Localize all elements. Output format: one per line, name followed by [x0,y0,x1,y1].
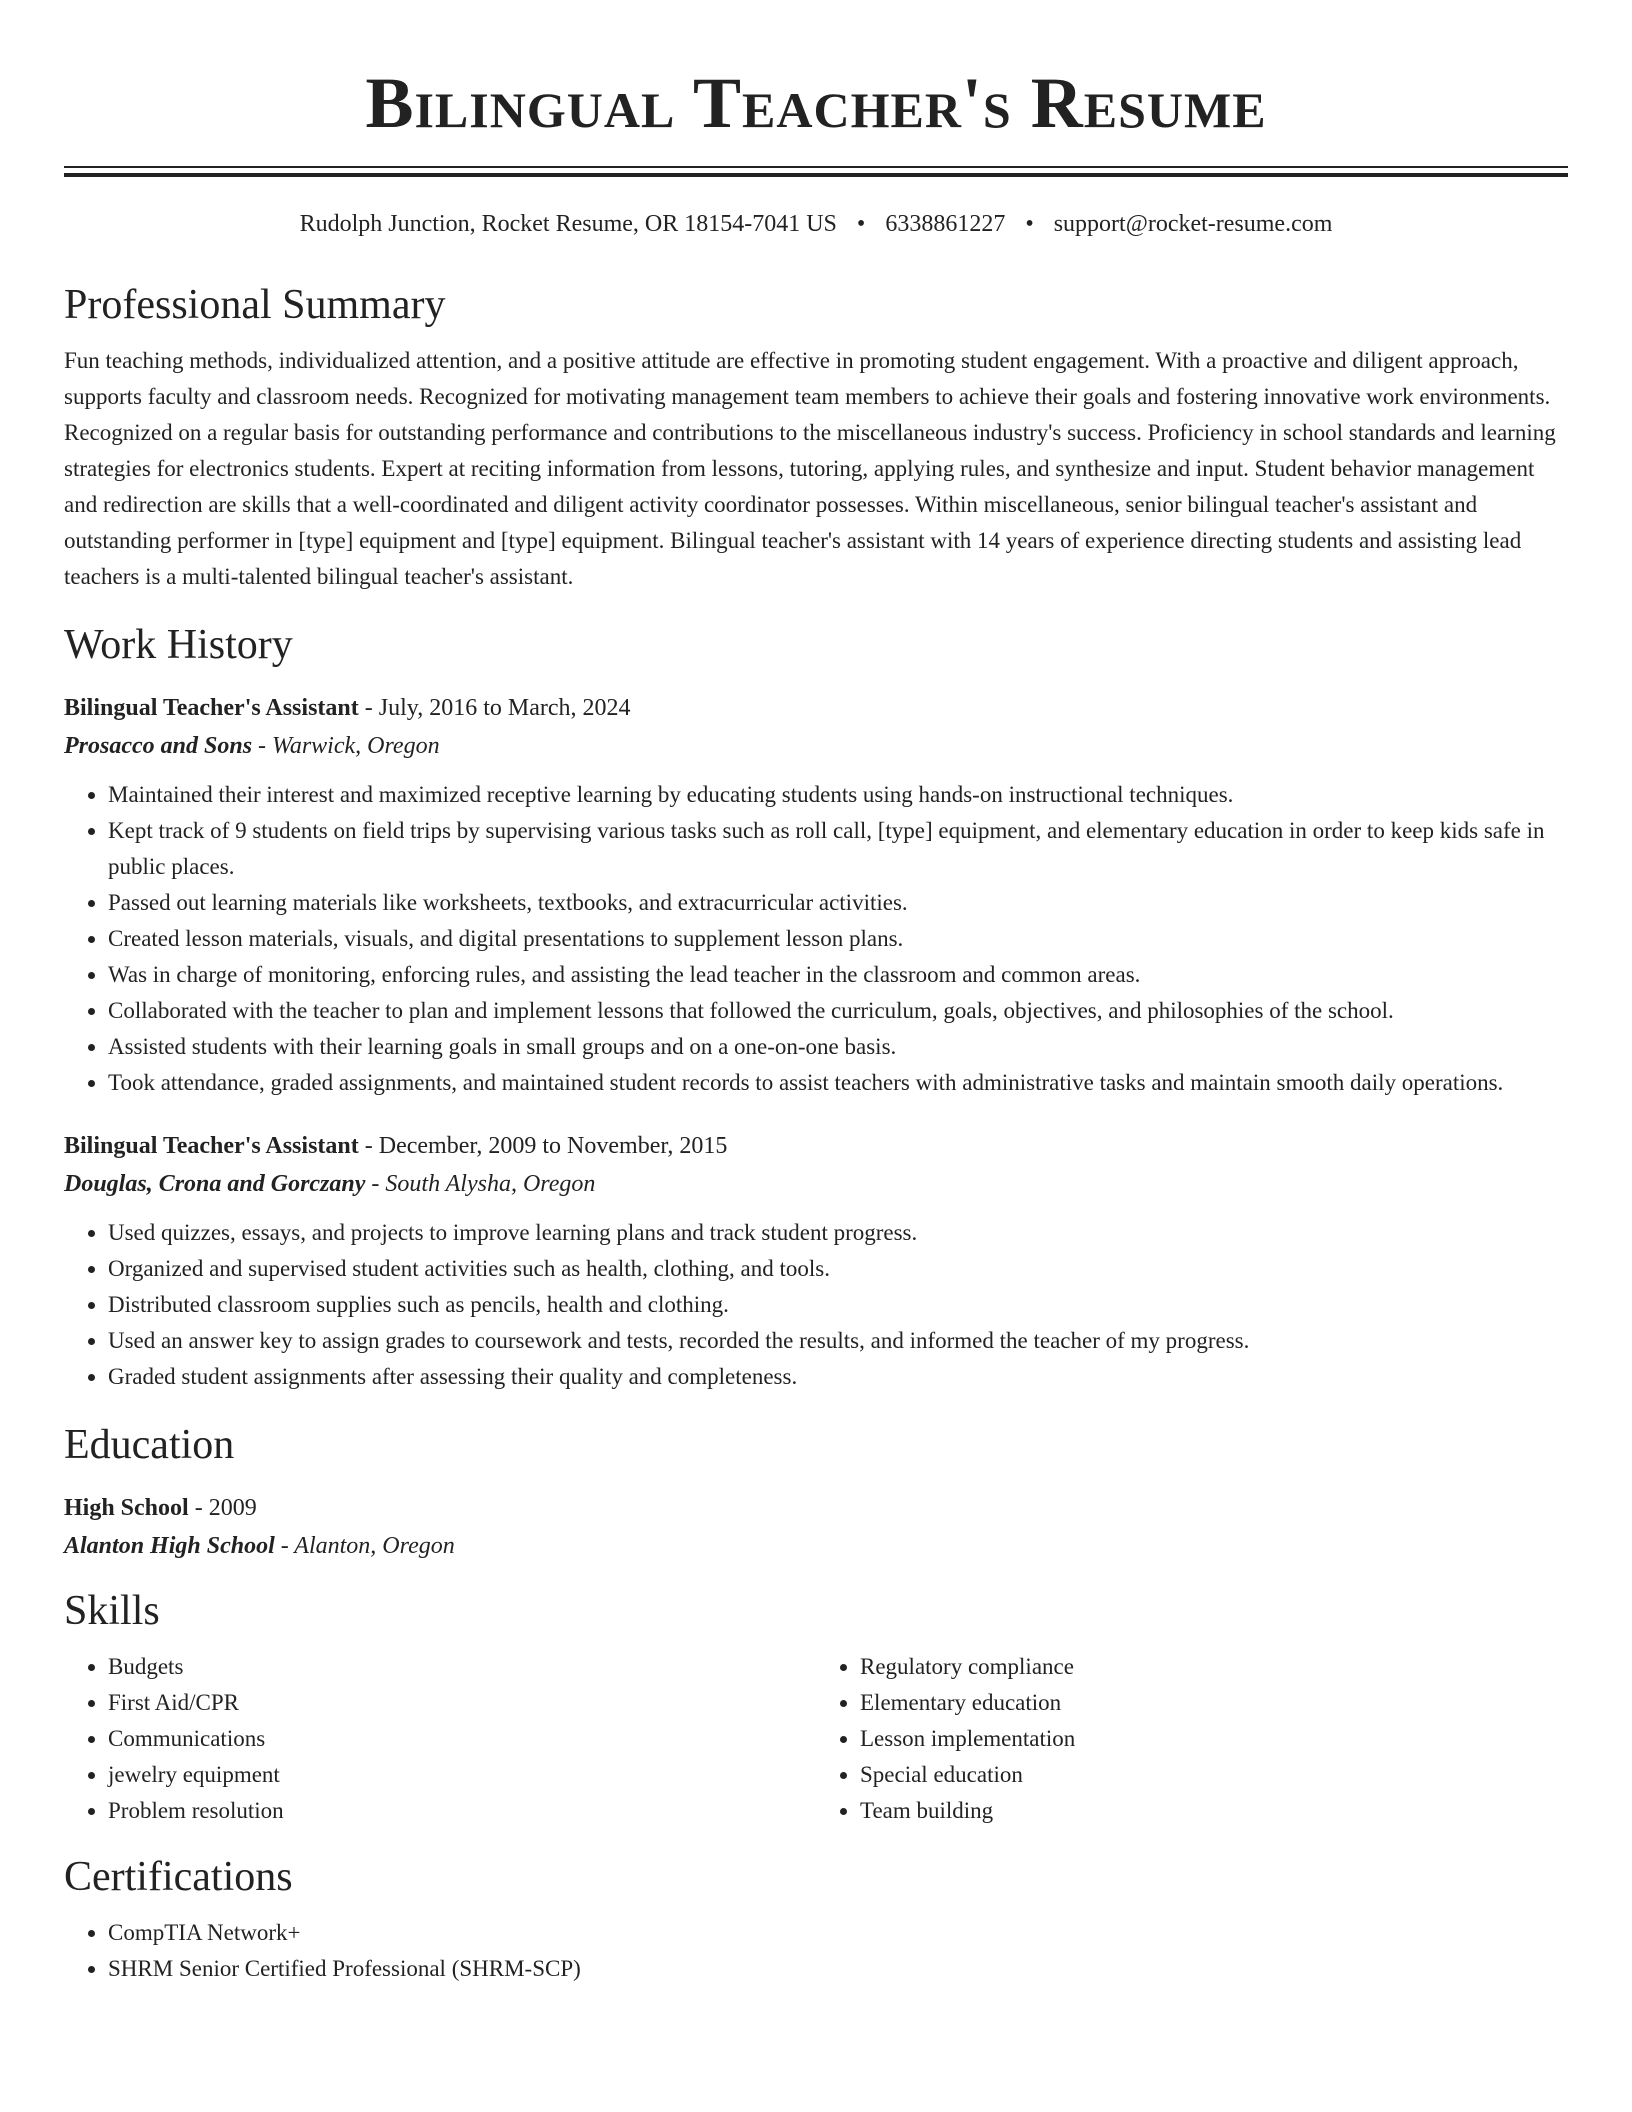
job-title: Bilingual Teacher's Assistant [64,695,359,721]
contact-address: Rudolph Junction, Rocket Resume, OR 18154-7041 US [299,211,837,237]
job-duties-list [64,1215,1568,1395]
job-duty: • Organized and supervised student activities such as health, clothing, and tools. [108,1251,1568,1287]
school-name: Alanton High School [64,1533,275,1559]
contact-email: support@rocket-resume.com [1053,211,1333,237]
job-entry [64,689,1568,1101]
certifications-heading: Certifications [64,1854,293,1900]
employer-location: - South Alysha, Oregon [365,1171,596,1197]
job-dates: - July, 2016 to March, 2024 [358,695,631,721]
job-title-line [64,1127,1568,1165]
job-duty: • Created lesson materials, visuals, and digital presentations to supplement lesson plans. [108,921,1568,957]
job-duty: • Passed out learning materials like worksheets, textbooks, and extracurricular activities. [108,885,1568,921]
employer-line [64,1165,1568,1203]
job-duties-list [64,777,1568,1101]
employer-line [64,727,1568,765]
job-duty: • Was in charge of monitoring, enforcing rules, and assisting the lead teacher in the classroom and common areas. [108,957,1568,993]
certification-item: • CompTIA Network+ [108,1915,1568,1951]
school-line [64,1527,1568,1565]
skill-item: • Elementary education [860,1685,1568,1721]
job-dates: - December, 2009 to November, 2015 [358,1133,728,1159]
job-duty: • Used an answer key to assign grades to coursework and tests, recorded the results, and informed the teacher of my progress. [108,1323,1568,1359]
skill-item: • Special education [860,1757,1568,1793]
skill-item: • Regulatory compliance [860,1649,1568,1685]
skill-item: • Communications [108,1721,816,1757]
skills-heading: Skills [64,1588,160,1634]
employer-name: Prosacco and Sons [64,733,253,759]
contact-phone: 6338861227 [885,211,1006,237]
skill-item: • Budgets [108,1649,816,1685]
job-title-line [64,689,1568,727]
skills-column-right [816,1649,1568,1829]
school-location: - Alanton, Oregon [274,1533,455,1559]
summary-heading: Professional Summary [64,282,446,328]
skill-item: • Problem resolution [108,1793,816,1829]
education-heading: Education [64,1422,235,1468]
skills-list [64,1649,816,1829]
skill-item: • First Aid/CPR [108,1685,816,1721]
skill-item: • jewelry equipment [108,1757,816,1793]
job-duty: • Collaborated with the teacher to plan and implement lessons that followed the curriculum, goals, objectives, and philosophies of the school. [108,993,1568,1029]
certifications-list [64,1915,1568,1987]
degree-year: - 2009 [188,1495,257,1521]
work-history-heading: Work History [64,622,293,668]
summary-text: Fun teaching methods, individualized attention, and a positive attitude are effective in promoting student engagement. With a proactive and diligent approach, supports faculty and classroom needs. Recognized for motivating management team members to achieve their goals and fostering innovative work environments. Recognized on a regular basis for outstanding performance and contributions to the miscellaneous industry's success. Proficiency in school standards and learning strategies for electronics students. Expert at reciting information from lessons, tutoring, applying rules, and synthesize and input. Student behavior management and redirection are skills that a well-coordinated and diligent activity coordinator possesses. Within miscellaneous, senior bilingual teacher's assistant and outstanding performer in [type] equipment and [type] equipment. Bilingual teacher's assistant with 14 years of experience directing students and assisting lead teachers is a multi-talented bilingual teacher's assistant. [64,348,1556,589]
skills-list [816,1649,1568,1829]
job-duty: • Took attendance, graded assignments, and maintained student records to assist teachers with administrative tasks and maintain smooth daily operations. [108,1065,1568,1101]
skill-item: • Team building [860,1793,1568,1829]
employer-name: Douglas, Crona and Gorczany [64,1171,366,1197]
degree-name: High School [64,1495,189,1521]
job-duty: • Assisted students with their learning goals in small groups and on a one-on-one basis. [108,1029,1568,1065]
job-title: Bilingual Teacher's Assistant [64,1133,359,1159]
degree-line [64,1489,1568,1527]
job-duty: • Distributed classroom supplies such as pencils, health and clothing. [108,1287,1568,1323]
job-duty: • Maintained their interest and maximized receptive learning by educating students using hands-on instructional techniques. [108,777,1568,813]
contact-line [64,207,1568,241]
job-duty: • Used quizzes, essays, and projects to improve learning plans and track student progress. [108,1215,1568,1251]
job-duty: • Kept track of 9 students on field trips by supervising various tasks such as roll call, [type] equipment, and elementary education in order to keep kids safe in public places. [108,813,1568,885]
contact-separator: • [1025,211,1034,237]
page-title: Bilingual Teacher's Resume [365,63,1267,143]
certification-item: • SHRM Senior Certified Professional (SHRM-SCP) [108,1951,1568,1987]
skills-column-left [64,1649,816,1829]
employer-location: - Warwick, Oregon [252,733,440,759]
title-double-rule [64,166,1568,177]
contact-separator: • [856,211,866,237]
skill-item: • Lesson implementation [860,1721,1568,1757]
job-entry [64,1127,1568,1395]
education-entry [64,1489,1568,1565]
skills-columns [64,1649,1568,1829]
job-duty: • Graded student assignments after assessing their quality and completeness. [108,1359,1568,1395]
